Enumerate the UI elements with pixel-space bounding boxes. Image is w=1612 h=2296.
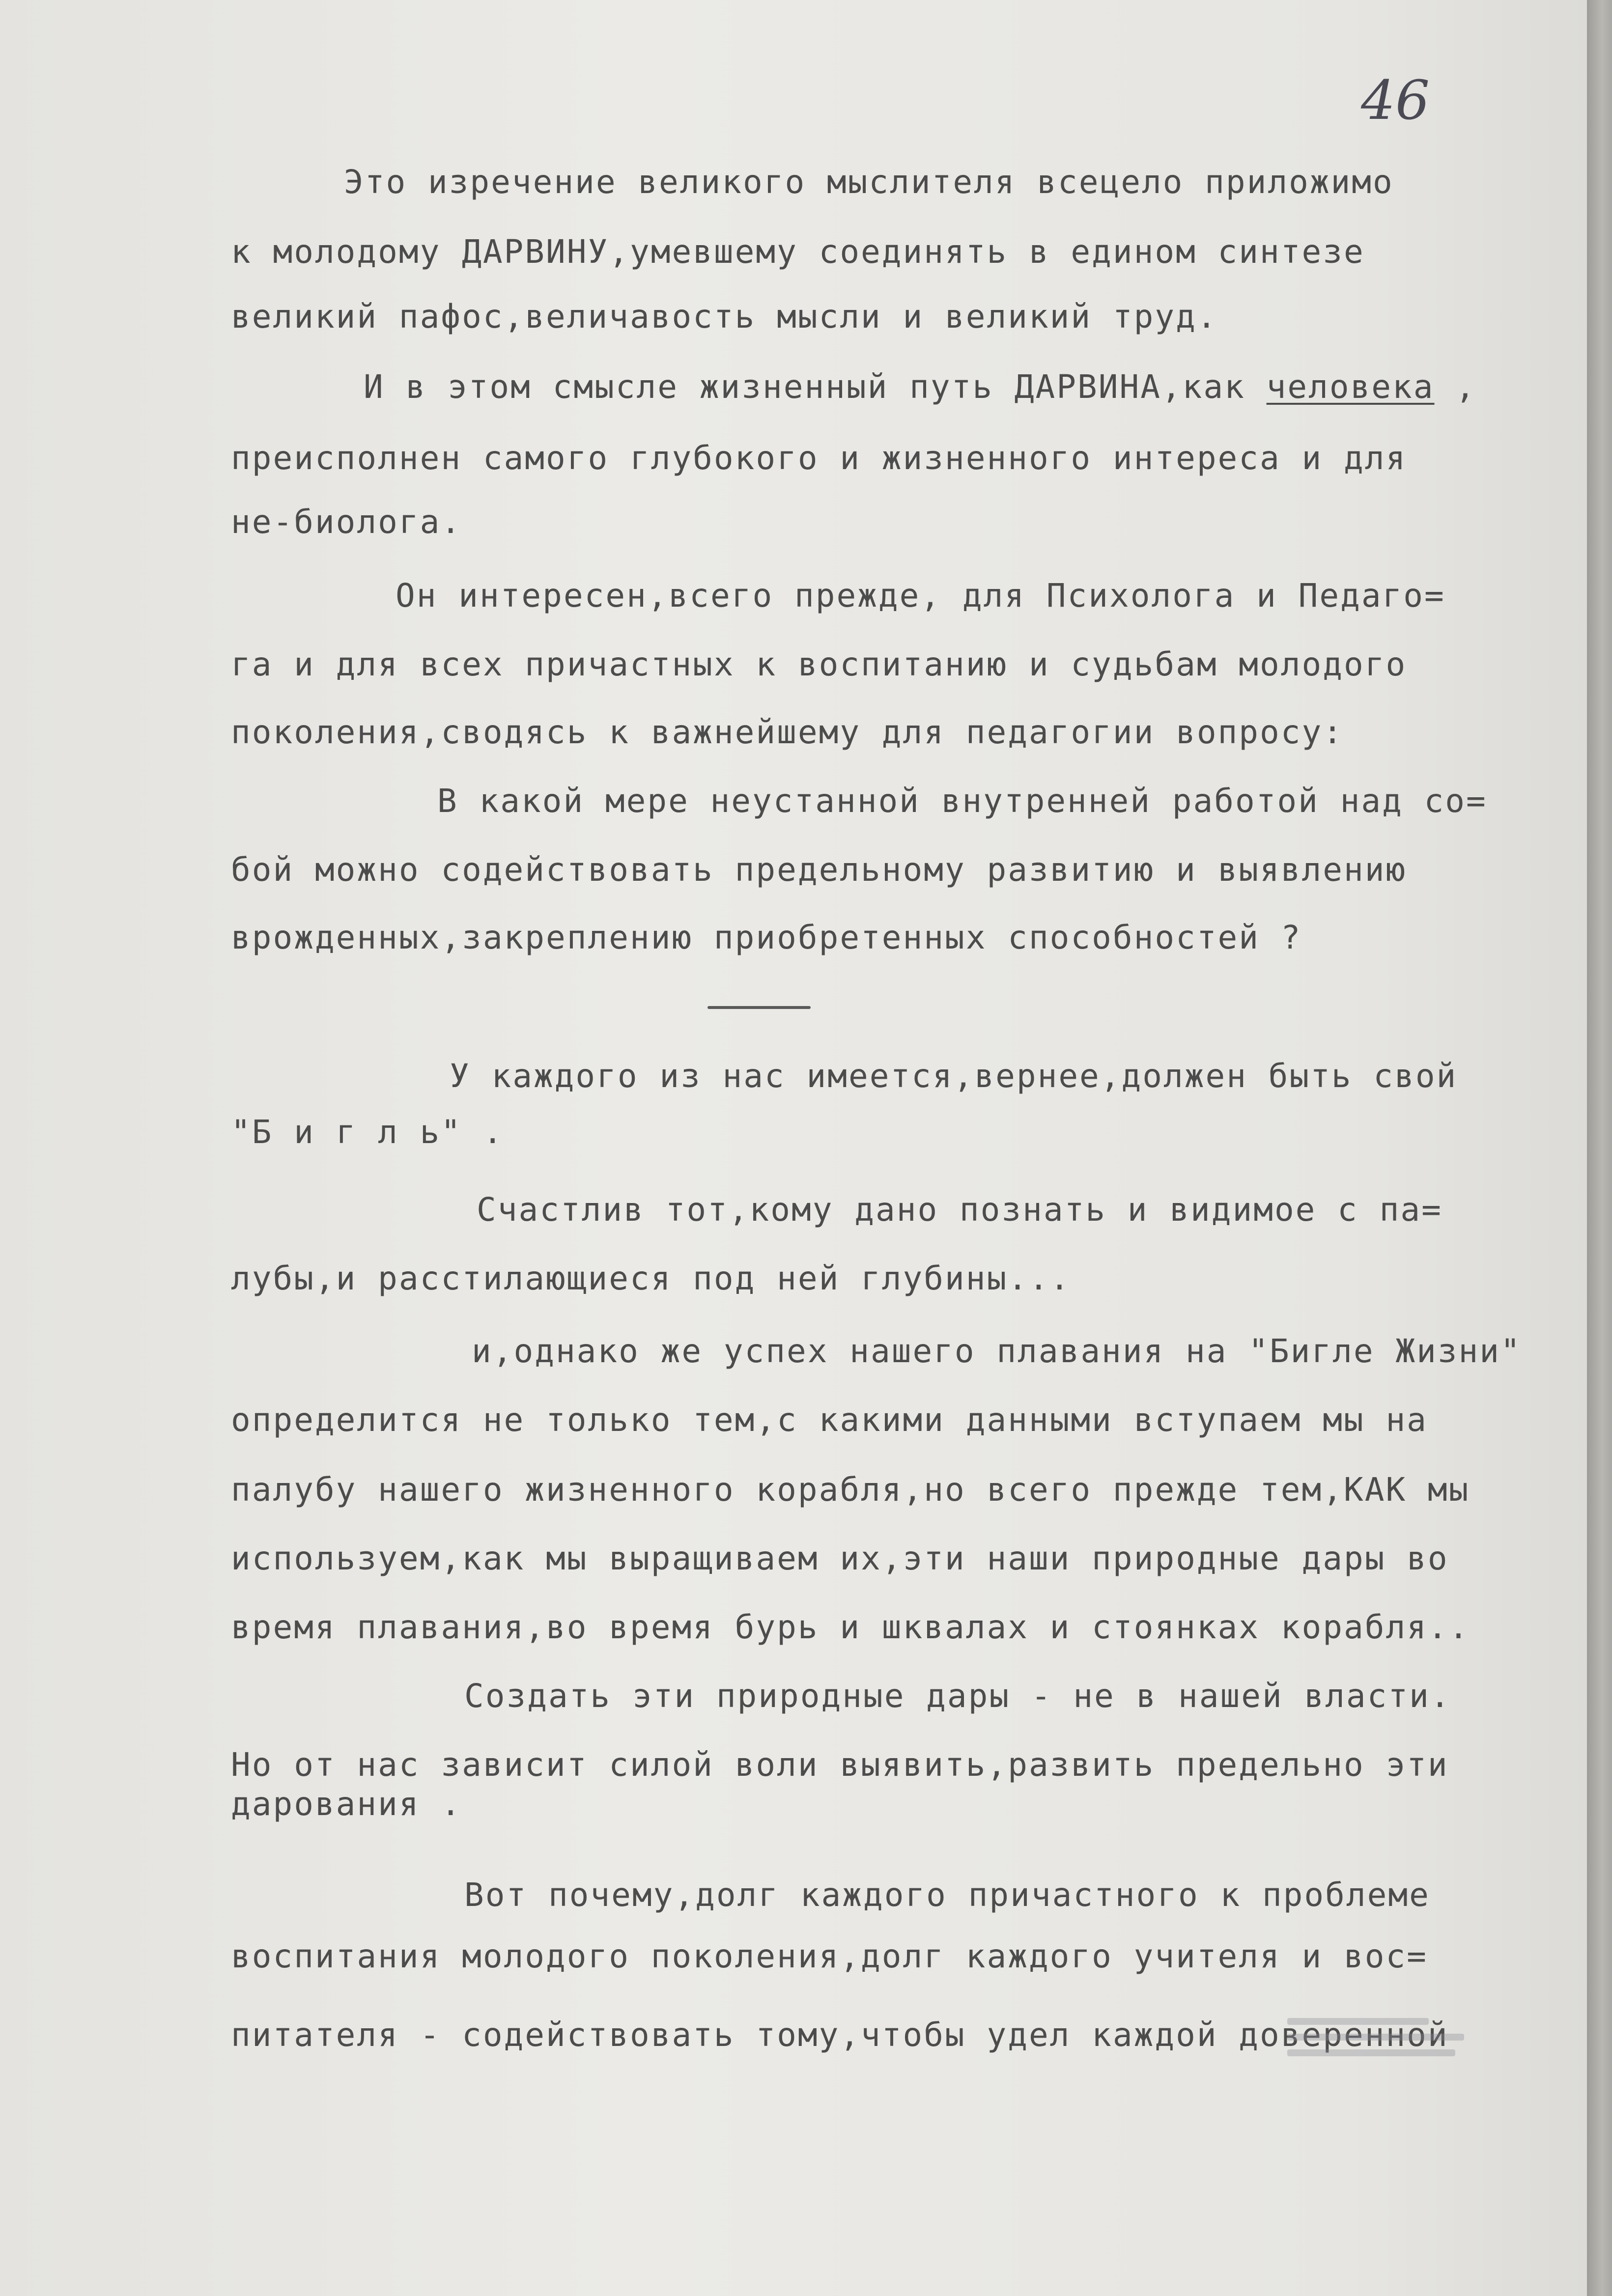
underlined-word: человека: [1266, 368, 1435, 406]
text-segment: ,: [1434, 368, 1476, 406]
text-line: палубу нашего жизненного корабля,но всего прежде тем,КАК мы: [231, 1471, 1470, 1509]
text-line: "Б и г л ь" .: [231, 1113, 504, 1151]
text-line: используем,как мы выращиваем их,эти наши природные дары во: [231, 1540, 1449, 1577]
text-line: В какой мере неустанной внутренней работой над со=: [437, 782, 1487, 820]
text-segment: И в этом смысле жизненный путь ДАРВИНА,как: [364, 368, 1267, 406]
text-line: время плавания,во время бурь и шквалах и стоянках корабля..: [231, 1608, 1470, 1646]
text-line: великий пафос,величавость мысли и великий труд.: [231, 298, 1218, 336]
text-line: определится не только тем,с какими данными вступаем мы на: [231, 1401, 1428, 1439]
text-line: [364, 368, 1476, 406]
text-line: дарования .: [231, 1785, 462, 1823]
text-line: Вот почему,долг каждого причастного к проблеме: [464, 1876, 1430, 1914]
section-separator: [707, 1006, 811, 1009]
text-line: врожденных,закреплению приобретенных способностей ?: [231, 919, 1302, 956]
text-line: лубы,и расстилающиеся под ней глубины...: [231, 1260, 1071, 1297]
page-edge-shadow: [1587, 0, 1612, 2296]
page-number: 46: [1361, 69, 1430, 132]
text-line: Создать эти природные дары - не в нашей власти.: [464, 1677, 1451, 1715]
text-line: Счастлив тот,кому дано познать и видимое с па=: [477, 1191, 1442, 1229]
text-line: У каждого из нас имеется,вернее,должен быть свой: [450, 1057, 1458, 1095]
text-line: га и для всех причастных к воспитанию и судьбам молодого: [231, 645, 1407, 683]
text-line: питателя - содействовать тому,чтобы удел каждой доверенной: [231, 2016, 1449, 2054]
text-line: Он интересен,всего прежде, для Психолога и Педаго=: [396, 577, 1445, 615]
text-line: не-биолога.: [231, 503, 462, 541]
text-line: бой можно содействовать предельному развитию и выявлению: [231, 851, 1407, 889]
text-line: воспитания молодого поколения,долг каждого учителя и вос=: [231, 1937, 1428, 1975]
text-line: преисполнен самого глубокого и жизненного интереса и для: [231, 439, 1407, 477]
text-line: Но от нас зависит силой воли выявить,развить предельно эти: [231, 1746, 1449, 1784]
faded-archive-stamp: [1287, 2009, 1464, 2093]
text-line: и,однако же успех нашего плавания на "Бигле Жизни": [472, 1332, 1522, 1370]
text-line: поколения,сводясь к важнейшему для педагогии вопросу:: [231, 713, 1344, 751]
text-line: к молодому ДАРВИНУ,умевшему соединять в едином синтезе: [231, 233, 1365, 271]
text-line: Это изречение великого мыслителя всецело приложимо: [344, 163, 1394, 201]
